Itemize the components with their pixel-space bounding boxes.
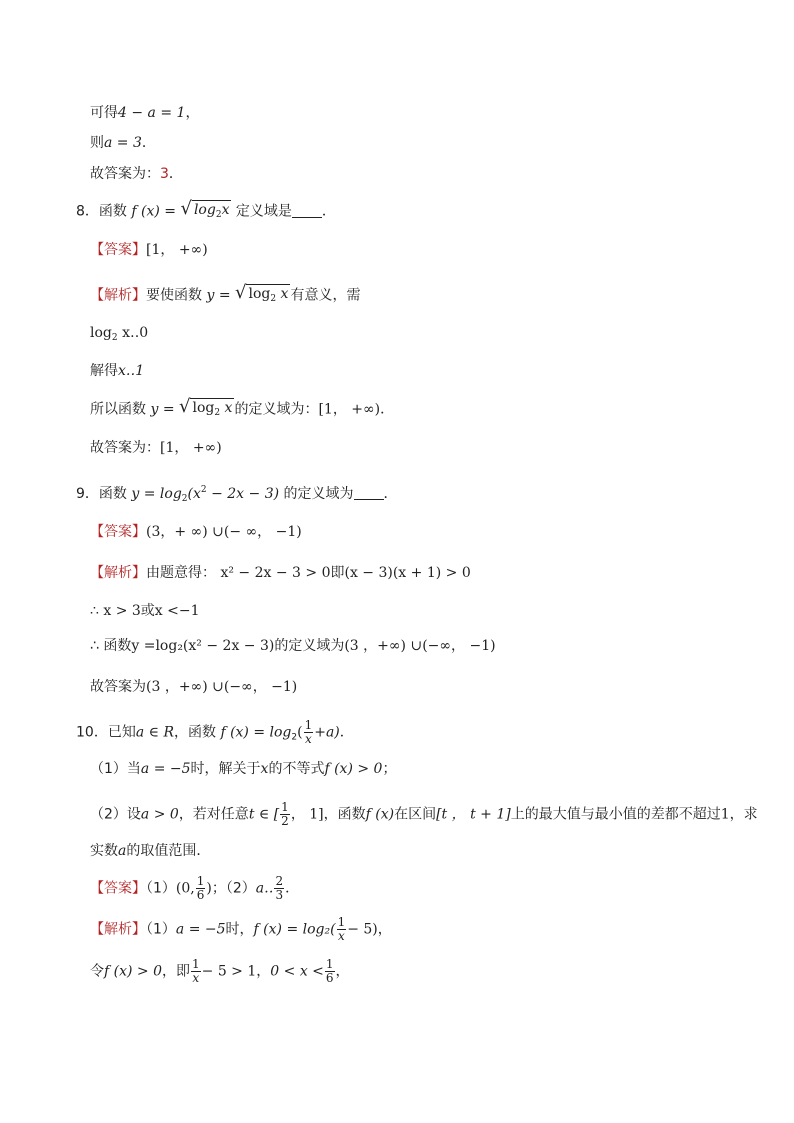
math-expr: f (x) = log₂( xyxy=(253,921,336,938)
answer-value: [1， +∞) xyxy=(146,242,208,258)
math-expr: ∴ x > 3或x <−1 xyxy=(90,603,200,619)
sqrt-expr: √ $\log_2x$ xyxy=(180,199,231,224)
math-expr: (3 ，+∞) ∪(−∞， −1) xyxy=(344,638,496,654)
text: 时， xyxy=(225,921,254,938)
text: ． xyxy=(321,203,336,220)
question-prefix: 10．已知 xyxy=(76,724,136,741)
text-line xyxy=(90,164,183,184)
math-expr: f (x) = log xyxy=(220,724,292,741)
question-text: 的定义域为 xyxy=(283,486,354,502)
answer-value: (3，+ ∞) ∪(− ∞， −1) xyxy=(146,524,302,540)
answer-line xyxy=(90,522,302,542)
math-expr: f (x) > 0 xyxy=(324,761,383,777)
question-prefix: 9．函数 xyxy=(76,486,127,502)
text: 故答案为： xyxy=(90,440,160,456)
text: （1） xyxy=(146,880,176,897)
denominator: 2 xyxy=(281,814,289,828)
sqrt-expr: √ $\log_2 x$ xyxy=(235,283,290,308)
text: 时，解关于 xyxy=(190,761,261,777)
text: 在区间 xyxy=(394,806,437,823)
analysis-label: 【解析】 xyxy=(90,565,146,581)
text: 即 xyxy=(330,565,345,581)
text: ， xyxy=(185,105,200,121)
text: ． xyxy=(168,166,183,182)
text: ． xyxy=(383,486,398,502)
text: （2）设 xyxy=(90,806,141,823)
text: ，即 xyxy=(162,963,190,980)
text-line xyxy=(90,103,199,123)
math-expr: a‥ xyxy=(255,880,274,897)
sqrt-expr: √ $\log_2 x$ xyxy=(179,397,234,422)
math-expr: x² − 2x − 3 > 0 xyxy=(220,565,331,581)
text: ，若对任意 xyxy=(178,806,249,823)
text: 的不等式 xyxy=(268,761,325,777)
text: （1） xyxy=(146,921,176,938)
math-expr: 0 < x < xyxy=(270,963,324,980)
question-part-2 xyxy=(90,801,758,828)
fraction xyxy=(325,958,335,985)
denominator: 6 xyxy=(325,971,334,985)
answer-label: 【答案】 xyxy=(90,242,146,258)
text-line xyxy=(90,601,200,621)
log-text: log xyxy=(248,286,271,302)
fraction xyxy=(304,719,314,746)
analysis-label: 【解析】 xyxy=(90,921,146,938)
text-line xyxy=(90,841,210,861)
answer-line xyxy=(90,875,299,902)
log-base: 2 xyxy=(111,333,118,343)
fraction xyxy=(191,958,201,985)
text-line xyxy=(90,397,394,422)
text: ． xyxy=(141,135,156,151)
text: 由题意得： xyxy=(146,565,216,581)
log-arg: x xyxy=(221,202,230,218)
numerator: 1 xyxy=(192,957,200,971)
math-expr: (x xyxy=(187,486,201,502)
fraction xyxy=(274,875,284,902)
text: 令 xyxy=(90,963,104,980)
denominator: x xyxy=(192,971,200,985)
log-arg: x xyxy=(280,286,289,302)
math-expr: − 5) xyxy=(347,921,378,938)
log-base: 2 xyxy=(215,210,222,220)
text: 实数 xyxy=(90,843,118,859)
answer-blank xyxy=(354,485,384,500)
text: ，求 xyxy=(729,806,758,823)
question-prefix: 8．函数 xyxy=(76,203,127,220)
math-expr: [t ， t + 1] xyxy=(436,806,511,823)
analysis-line xyxy=(90,283,360,308)
numerator: 1 xyxy=(325,957,334,971)
analysis-label: 【解析】 xyxy=(90,287,146,304)
math-expr: 4 − a = 1 xyxy=(118,105,186,121)
log-base: 2 xyxy=(181,494,188,504)
answer-label: 【答案】 xyxy=(90,524,146,540)
question-10 xyxy=(76,719,354,748)
math-expr: a ∈ R xyxy=(135,724,174,741)
answer-value: 3 xyxy=(160,166,169,182)
math-expr: f (x) xyxy=(365,806,395,823)
text: 要使函数 xyxy=(146,287,202,304)
denominator: 6 xyxy=(196,888,205,902)
text: ． xyxy=(285,880,300,897)
numerator: 1 xyxy=(304,718,313,732)
math-expr: [1， +∞) xyxy=(318,401,381,418)
fraction xyxy=(280,801,290,828)
text: ． xyxy=(339,724,354,741)
math-expr: 1 xyxy=(720,806,730,823)
numerator: 1 xyxy=(196,874,205,888)
math-expr: y = log xyxy=(131,486,182,502)
log-base: 2 xyxy=(291,732,298,743)
answer-value: (3 ，+∞) ∪(−∞， −1) xyxy=(146,679,298,695)
math-expr: x‥0 xyxy=(122,325,149,341)
denominator: 3 xyxy=(275,888,284,902)
log-base: 2 xyxy=(214,408,221,418)
math-expr: t ∈ [ xyxy=(248,806,280,823)
log-text: log xyxy=(193,202,216,218)
text: （1）当 xyxy=(90,761,141,777)
text: 则 xyxy=(90,135,104,151)
math-line xyxy=(90,323,148,348)
log-base: 2 xyxy=(270,294,277,304)
text: ， xyxy=(377,921,392,938)
answer-blank xyxy=(292,203,322,218)
log-text: log xyxy=(90,325,112,341)
denominator: x xyxy=(338,929,345,943)
analysis-line xyxy=(90,916,392,943)
math-expr: a = 3 xyxy=(104,135,142,151)
text-line xyxy=(90,677,297,697)
math-expr: x xyxy=(260,761,269,777)
math-expr: (0, xyxy=(175,880,195,897)
text: 可得 xyxy=(90,105,118,121)
log-text: log xyxy=(192,400,215,416)
exponent: 2 xyxy=(200,485,207,495)
log-arg: x xyxy=(224,400,233,416)
text: ， xyxy=(335,963,350,980)
text: 所以函数 xyxy=(90,401,146,418)
text-line xyxy=(90,438,222,458)
math-expr: y = xyxy=(206,287,231,304)
text-line xyxy=(90,133,156,153)
text: ． xyxy=(380,401,395,418)
math-expr: +a) xyxy=(314,724,340,741)
math-expr: y = xyxy=(150,401,175,418)
math-expr: a > 0 xyxy=(140,806,179,823)
text: ∴ 函数 xyxy=(90,638,132,654)
math-expr: (x − 3)(x + 1) > 0 xyxy=(344,565,471,581)
math-expr: x‥1 xyxy=(118,363,145,379)
question-text: 定义域是 xyxy=(235,203,292,220)
math-expr: a = −5 xyxy=(175,921,226,938)
text: 的定义域为 xyxy=(274,638,345,654)
text: ； xyxy=(382,761,397,777)
denominator: x xyxy=(305,732,312,746)
text: 的定义域为： xyxy=(234,401,319,418)
math-expr: ， 1] xyxy=(290,806,324,823)
numerator: 1 xyxy=(281,800,289,814)
math-expr: f (x) > 0 xyxy=(104,963,162,980)
text-line xyxy=(90,636,496,656)
math-expr: a xyxy=(118,843,127,859)
question-8 xyxy=(76,199,336,224)
math-expr: − 5 > 1 xyxy=(201,963,257,980)
text: ；（2） xyxy=(211,880,256,897)
text-line xyxy=(90,361,144,381)
text: 故答案为： xyxy=(90,166,160,182)
answer-value: [1， +∞) xyxy=(160,440,222,456)
fraction xyxy=(337,916,347,943)
question-9 xyxy=(76,480,398,509)
text-line xyxy=(90,958,350,985)
math-expr: ) xyxy=(206,880,212,897)
text: 的取值范围． xyxy=(126,843,211,859)
numerator: 1 xyxy=(337,915,346,929)
text: ，函数 xyxy=(173,724,216,741)
math-expr: y =log₂(x² − 2x − 3) xyxy=(131,638,275,654)
math-expr: a = −5 xyxy=(140,761,191,777)
text: 有意义，需 xyxy=(290,287,361,304)
text: 解得 xyxy=(90,363,118,379)
text: 上的最大值与最小值的差都不超过 xyxy=(510,806,721,823)
answer-line xyxy=(90,240,208,260)
text: ，函数 xyxy=(323,806,366,823)
answer-label: 【答案】 xyxy=(90,880,146,897)
math-expr: ( xyxy=(297,724,303,741)
math-expr: − 2x − 3) xyxy=(206,486,280,502)
math-expr: f (x) = xyxy=(131,203,177,220)
question-part-1 xyxy=(90,759,396,779)
numerator: 2 xyxy=(275,874,284,888)
analysis-line xyxy=(90,563,471,583)
text: ， xyxy=(256,963,271,980)
fraction xyxy=(196,875,206,902)
text: 故答案为 xyxy=(90,679,146,695)
